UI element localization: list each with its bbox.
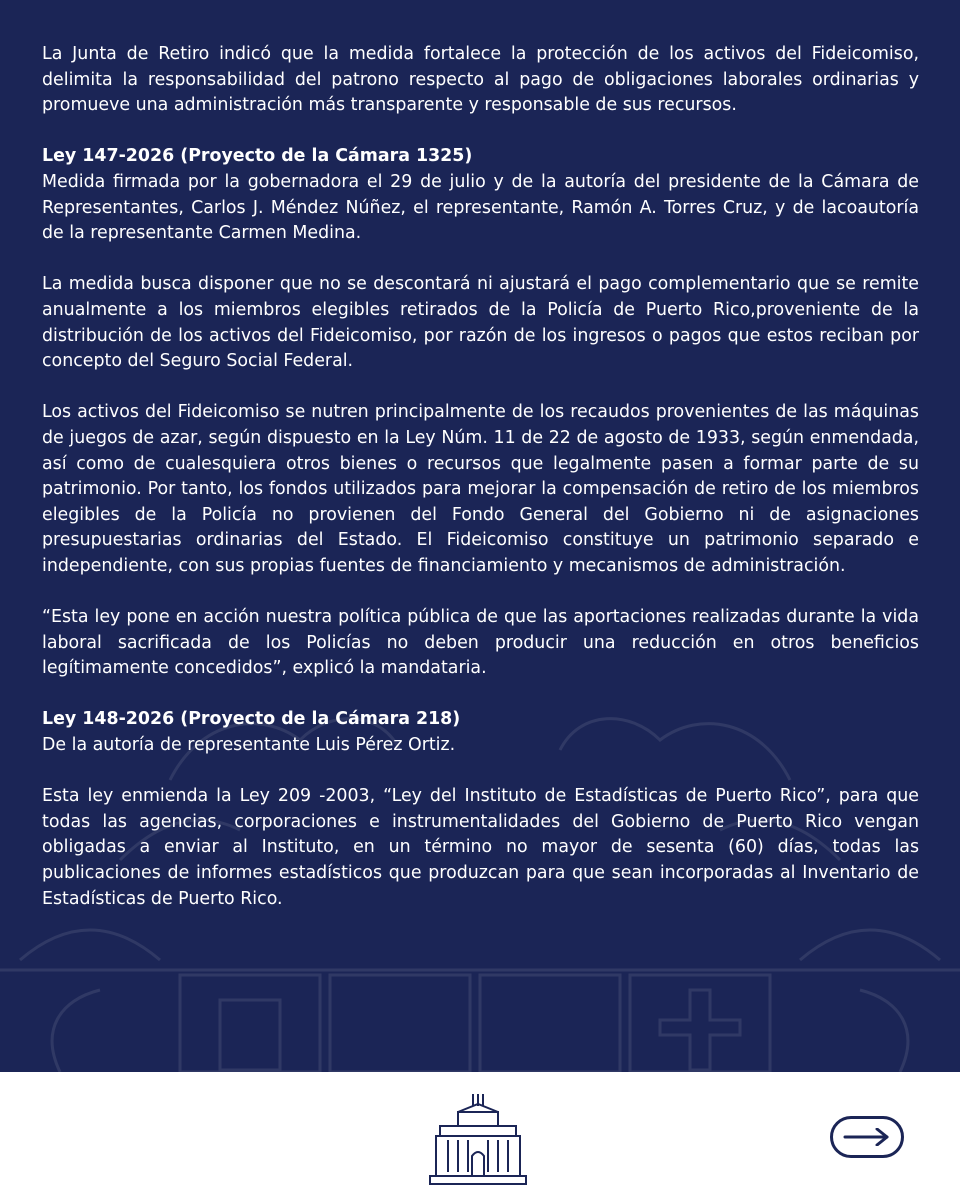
law-147-intro: Medida firmada por la gobernadora el 29 de julio y de la autoría del presidente de la Cámara de Representantes, Carlos J. Méndez Núñez, el representante, Ramón A. Torres Cruz, y de lacoautoría de la representante Carmen Medina. — [42, 171, 919, 244]
capitol-building-icon — [428, 1090, 528, 1188]
paragraph-law-148-purpose: Esta ley enmienda la Ley 209 -2003, “Ley del Instituto de Estadísticas de Puerto Rico”, para que todas las agencias, corporaciones e instrumentalidades del Gobierno de Puerto Rico vengan obligadas a enviar al Instituto, en un término no mayor de sesenta (60) días, todas las publicaciones de informes estadísticos que produzcan para que sean incorporadas al Inventario de Estadísticas de Puerto Rico. — [42, 786, 919, 909]
law-148-intro: De la autoría de representante Luis Pérez Ortiz. — [42, 735, 456, 756]
paragraph-law-147-quote: “Esta ley pone en acción nuestra política pública de que las aportaciones realizadas durante la vida laboral sacrificada de los Policías no deben producir una reducción en otros beneficios legítimamente concedidos”, explicó la mandataria. — [42, 607, 919, 679]
footer-bar — [0, 1072, 960, 1200]
paragraph-junta-retiro: La Junta de Retiro indicó que la medida fortalece la protección de los activos del Fideicomiso, delimita la responsabilidad del patrono respecto al pago de obligaciones laborales ordinarias y promueve una administración más transparente y responsable de sus recursos. — [42, 44, 919, 116]
next-slide-button[interactable] — [830, 1116, 904, 1158]
arrow-right-icon — [843, 1128, 891, 1146]
law-148-heading: Ley 148-2026 (Proyecto de la Cámara 218) — [42, 709, 461, 730]
law-148-block — [42, 707, 919, 758]
law-147-block — [42, 144, 919, 246]
law-147-heading: Ley 147-2026 (Proyecto de la Cámara 1325) — [42, 146, 473, 167]
article-body — [42, 42, 919, 938]
paragraph-law-147-purpose: La medida busca disponer que no se descontará ni ajustará el pago complementario que se remite anualmente a los miembros elegibles retirados de la Policía de Puerto Rico,proveniente de la distribución de los activos del Fideicomiso, por razón de los ingresos o pagos que estos reciban por concepto del Seguro Social Federal. — [42, 274, 919, 372]
paragraph-law-147-assets: Los activos del Fideicomiso se nutren principalmente de los recaudos provenientes de las máquinas de juegos de azar, según dispuesto en la Ley Núm. 11 de 22 de agosto de 1933, según enmendada, así como de cualesquiera otros bienes o recursos que legalmente pasen a formar parte de su patrimonio. Por tanto, los fondos utilizados para mejorar la compensación de retiro de los miembros elegibles de la Policía no provienen del Fondo General del Gobierno ni de asignaciones presupuestarias ordinarias del Estado. El Fideicomiso constituye un patrimonio separado e independiente, con sus propias fuentes de financiamiento y mecanismos de administración. — [42, 402, 919, 576]
